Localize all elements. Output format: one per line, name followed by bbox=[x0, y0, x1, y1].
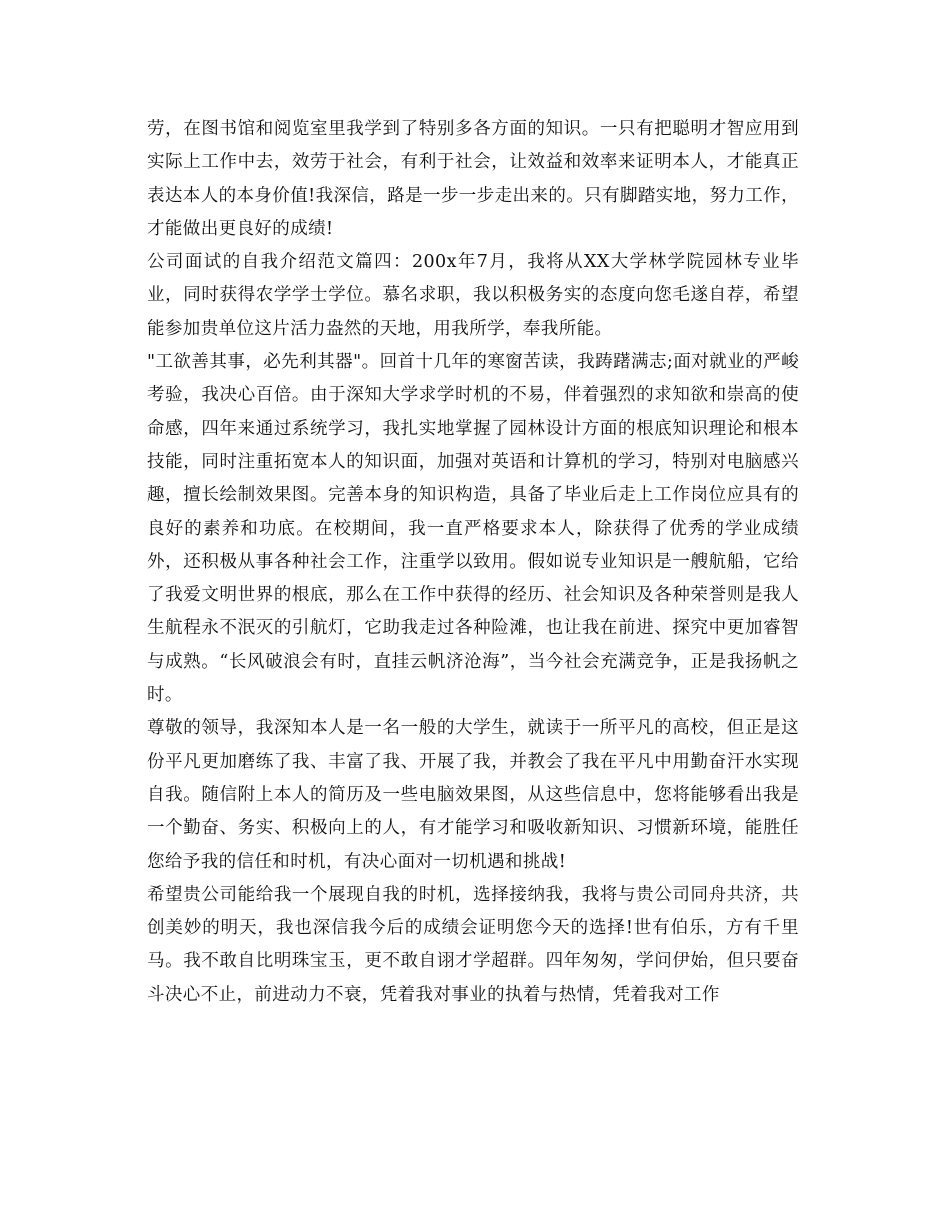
paragraph-4: 尊敬的领导，我深知本人是一名一般的大学生，就读于一所平凡的高校，但正是这份平凡更加磨练了我、丰富了我、开展了我，并教会了我在平凡中用勤奋汗水实现自我。随信附上本人的简历及一些电脑效果图，从这些信息中，您将能够看出我是一个勤奋、务实、积极向上的人，有才能学习和吸收新知识、习惯新环境，能胜任您给予我的信任和时机，有决心面对一切机遇和挑战! bbox=[147, 718, 799, 872]
document-body bbox=[147, 113, 799, 1012]
paragraph-2: 公司面试的自我介绍范文篇四：200x年7月，我将从XX大学林学院园林专业毕业，同时获得农学学士学位。慕名求职，我以积极务实的态度向您毛遂自荐，希望能参加贵单位这片活力盎然的天地，用我所学，奉我所能。 bbox=[147, 252, 799, 339]
paragraph-3: "工欲善其事，必先利其器"。回首十几年的寒窗苦读，我踌躇满志;面对就业的严峻考验，我决心百倍。由于深知大学求学时机的不易，伴着强烈的求知欲和崇高的使命感，四年来通过系统学习，我扎实地掌握了园林设计方面的根底知识理论和根本技能，同时注重拓宽本人的知识面，加强对英语和计算机的学习，特别对电脑感兴趣，擅长绘制效果图。完善本身的知识构造，具备了毕业后走上工作岗位应具有的良好的素养和功底。在校期间，我一直严格要求本人，除获得了优秀的学业成绩外，还积极从事各种社会工作，注重学以致用。假如说专业知识是一艘航船，它给了我爱文明世界的根底，那么在工作中获得的经历、社会知识及各种荣誉则是我人生航程永不泯灭的引航灯，它助我走过各种险滩，也让我在前进、探究中更加睿智与成熟。“长风破浪会有时，直挂云帆济沧海”，当今社会充满竞争，正是我扬帆之时。 bbox=[147, 352, 799, 706]
paragraph-5: 希望贵公司能给我一个展现自我的时机，选择接纳我，我将与贵公司同舟共济，共创美妙的明天，我也深信我今后的成绩会证明您今天的选择!世有伯乐，方有千里马。我不敢自比明珠宝玉，更不敢自诩才学超群。四年匆匆，学问伊始，但只要奋斗决心不止，前进动力不衰，凭着我对事业的执着与热情，凭着我对工作 bbox=[147, 884, 799, 1005]
paragraph-1: 劳，在图书馆和阅览室里我学到了特别多各方面的知识。一只有把聪明才智应用到实际上工作中去，效劳于社会，有利于社会，让效益和效率来证明本人，才能真正表达本人的本身价值!我深信，路是一步一步走出来的。只有脚踏实地，努力工作，才能做出更良好的成绩! bbox=[147, 119, 799, 239]
